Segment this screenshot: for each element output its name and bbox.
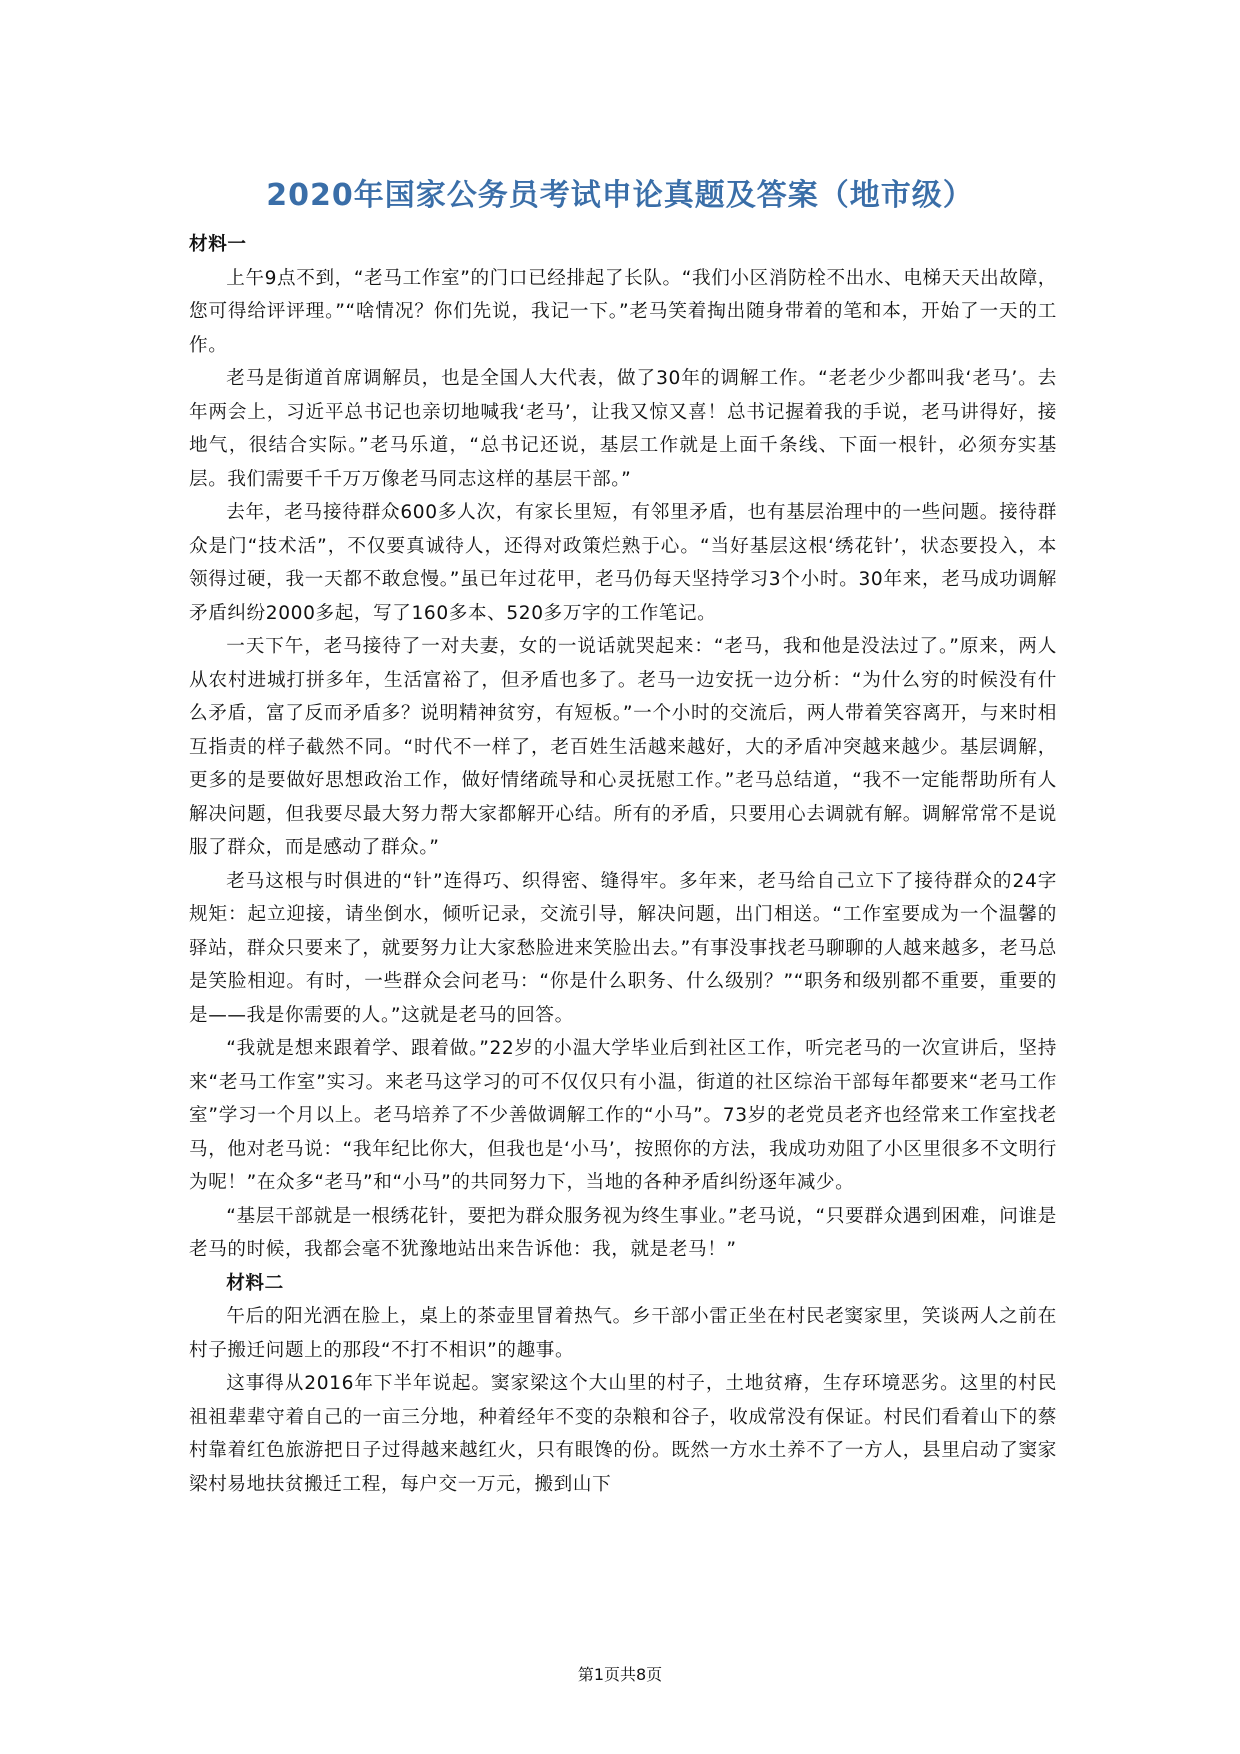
paragraph: “我就是想来跟着学、跟着做。”22岁的小温大学毕业后到社区工作，听完老马的一次宣讲后，坚持来“老马工作室”实习。来老马这学习的可不仅仅只有小温，街道的社区综治干部每年都要来“老马工作室”学习一个月以上。老马培养了不少善做调解工作的“小马”。73岁的老党员老齐也经常来工作室找老马，他对老马说：“我年纪比你大，但我也是‘小马’，按照你的方法，我成功劝阻了小区里很多不文明行为呢！”在众多“老马”和“小马”的共同努力下，当地的各种矛盾纠纷逐年减少。 <box>189 1038 1057 1193</box>
paragraph: 上午9点不到，“老马工作室”的门口已经排起了长队。“我们小区消防栓不出水、电梯天天出故障，您可得给评评理。”“啥情况？你们先说，我记一下。”老马笑着掏出随身带着的笔和本，开始了一天的工作。 <box>189 267 1057 356</box>
paragraph: 老马是街道首席调解员，也是全国人大代表，做了30年的调解工作。“老老少少都叫我‘老马’。去年两会上，习近平总书记也亲切地喊我‘老马’，让我又惊又喜！总书记握着我的手说，老马讲得好，接地气，很结合实际。”老马乐道，“总书记还说，基层工作就是上面千条线、下面一根针，必须夯实基层。我们需要千千万万像老马同志这样的基层干部。” <box>189 368 1057 490</box>
paragraph: 午后的阳光洒在脸上，桌上的茶壶里冒着热气。乡干部小雷正坐在村民老窦家里，笑谈两人之前在村子搬迁问题上的那段“不打不相识”的趣事。 <box>189 1306 1057 1361</box>
document-body <box>189 228 1057 1501</box>
paragraph: “基层干部就是一根绣花针，要把为群众服务视为终生事业。”老马说，“只要群众遇到困难，问谁是老马的时候，我都会毫不犹豫地站出来告诉他：我，就是老马！” <box>189 1205 1057 1260</box>
document-title: 2020年国家公务员考试申论真题及答案（地市级） <box>266 178 974 213</box>
paragraph: 这事得从2016年下半年说起。窦家梁这个大山里的村子，土地贫瘠，生存环境恶劣。这里的村民祖祖辈辈守着自己的一亩三分地，种着经年不变的杂粮和谷子，收成常没有保证。村民们看着山下的蔡村靠着红色旅游把日子过得越来越红火，只有眼馋的份。既然一方水土养不了一方人，县里启动了窦家梁村易地扶贫搬迁工程，每户交一万元，搬到山下 <box>189 1373 1057 1495</box>
paragraph: 老马这根与时俱进的“针”连得巧、织得密、缝得牢。多年来，老马给自己立下了接待群众的24字规矩：起立迎接，请坐倒水，倾听记录，交流引导，解决问题，出门相送。“工作室要成为一个温馨的驿站，群众只要来了，就要努力让大家愁脸进来笑脸出去。”有事没事找老马聊聊的人越来越多，老马总是笑脸相迎。有时，一些群众会问老马：“你是什么职务、什么级别？”“职务和级别都不重要，重要的是——我是你需要的人。”这就是老马的回答。 <box>189 870 1057 1026</box>
paragraph: 一天下午，老马接待了一对夫妻，女的一说话就哭起来：“老马，我和他是没法过了。”原来，两人从农村进城打拼多年，生活富裕了，但矛盾也多了。老马一边安抚一边分析：“为什么穷的时候没有什么矛盾，富了反而矛盾多？说明精神贫穷，有短板。”一个小时的交流后，两人带着笑容离开，与来时相互指责的样子截然不同。“时代不一样了，老百姓生活越来越好，大的矛盾冲突越来越少。基层调解，更多的是要做好思想政治工作，做好情绪疏导和心灵抚慰工作。”老马总结道，“我不一定能帮助所有人解决问题，但我要尽最大努力帮大家都解开心结。所有的矛盾，只要用心去调就有解。调解常常不是说服了群众，而是感动了群众。” <box>189 636 1057 858</box>
section-heading-material-1: 材料一 <box>189 234 247 255</box>
page-number-footer: 第1页共8页 <box>577 1665 663 1684</box>
paragraph: 去年，老马接待群众600多人次，有家长里短，有邻里矛盾，也有基层治理中的一些问题。接待群众是门“技术活”，不仅要真诚待人，还得对政策烂熟于心。“当好基层这根‘绣花针’，状态要投入，本领得过硬，我一天都不敢怠慢。”虽已年过花甲，老马仍每天坚持学习3个小时。30年来，老马成功调解矛盾纠纷2000多起，写了160多本、520多万字的工作笔记。 <box>189 502 1057 624</box>
section-heading-material-2: 材料二 <box>226 1272 284 1294</box>
